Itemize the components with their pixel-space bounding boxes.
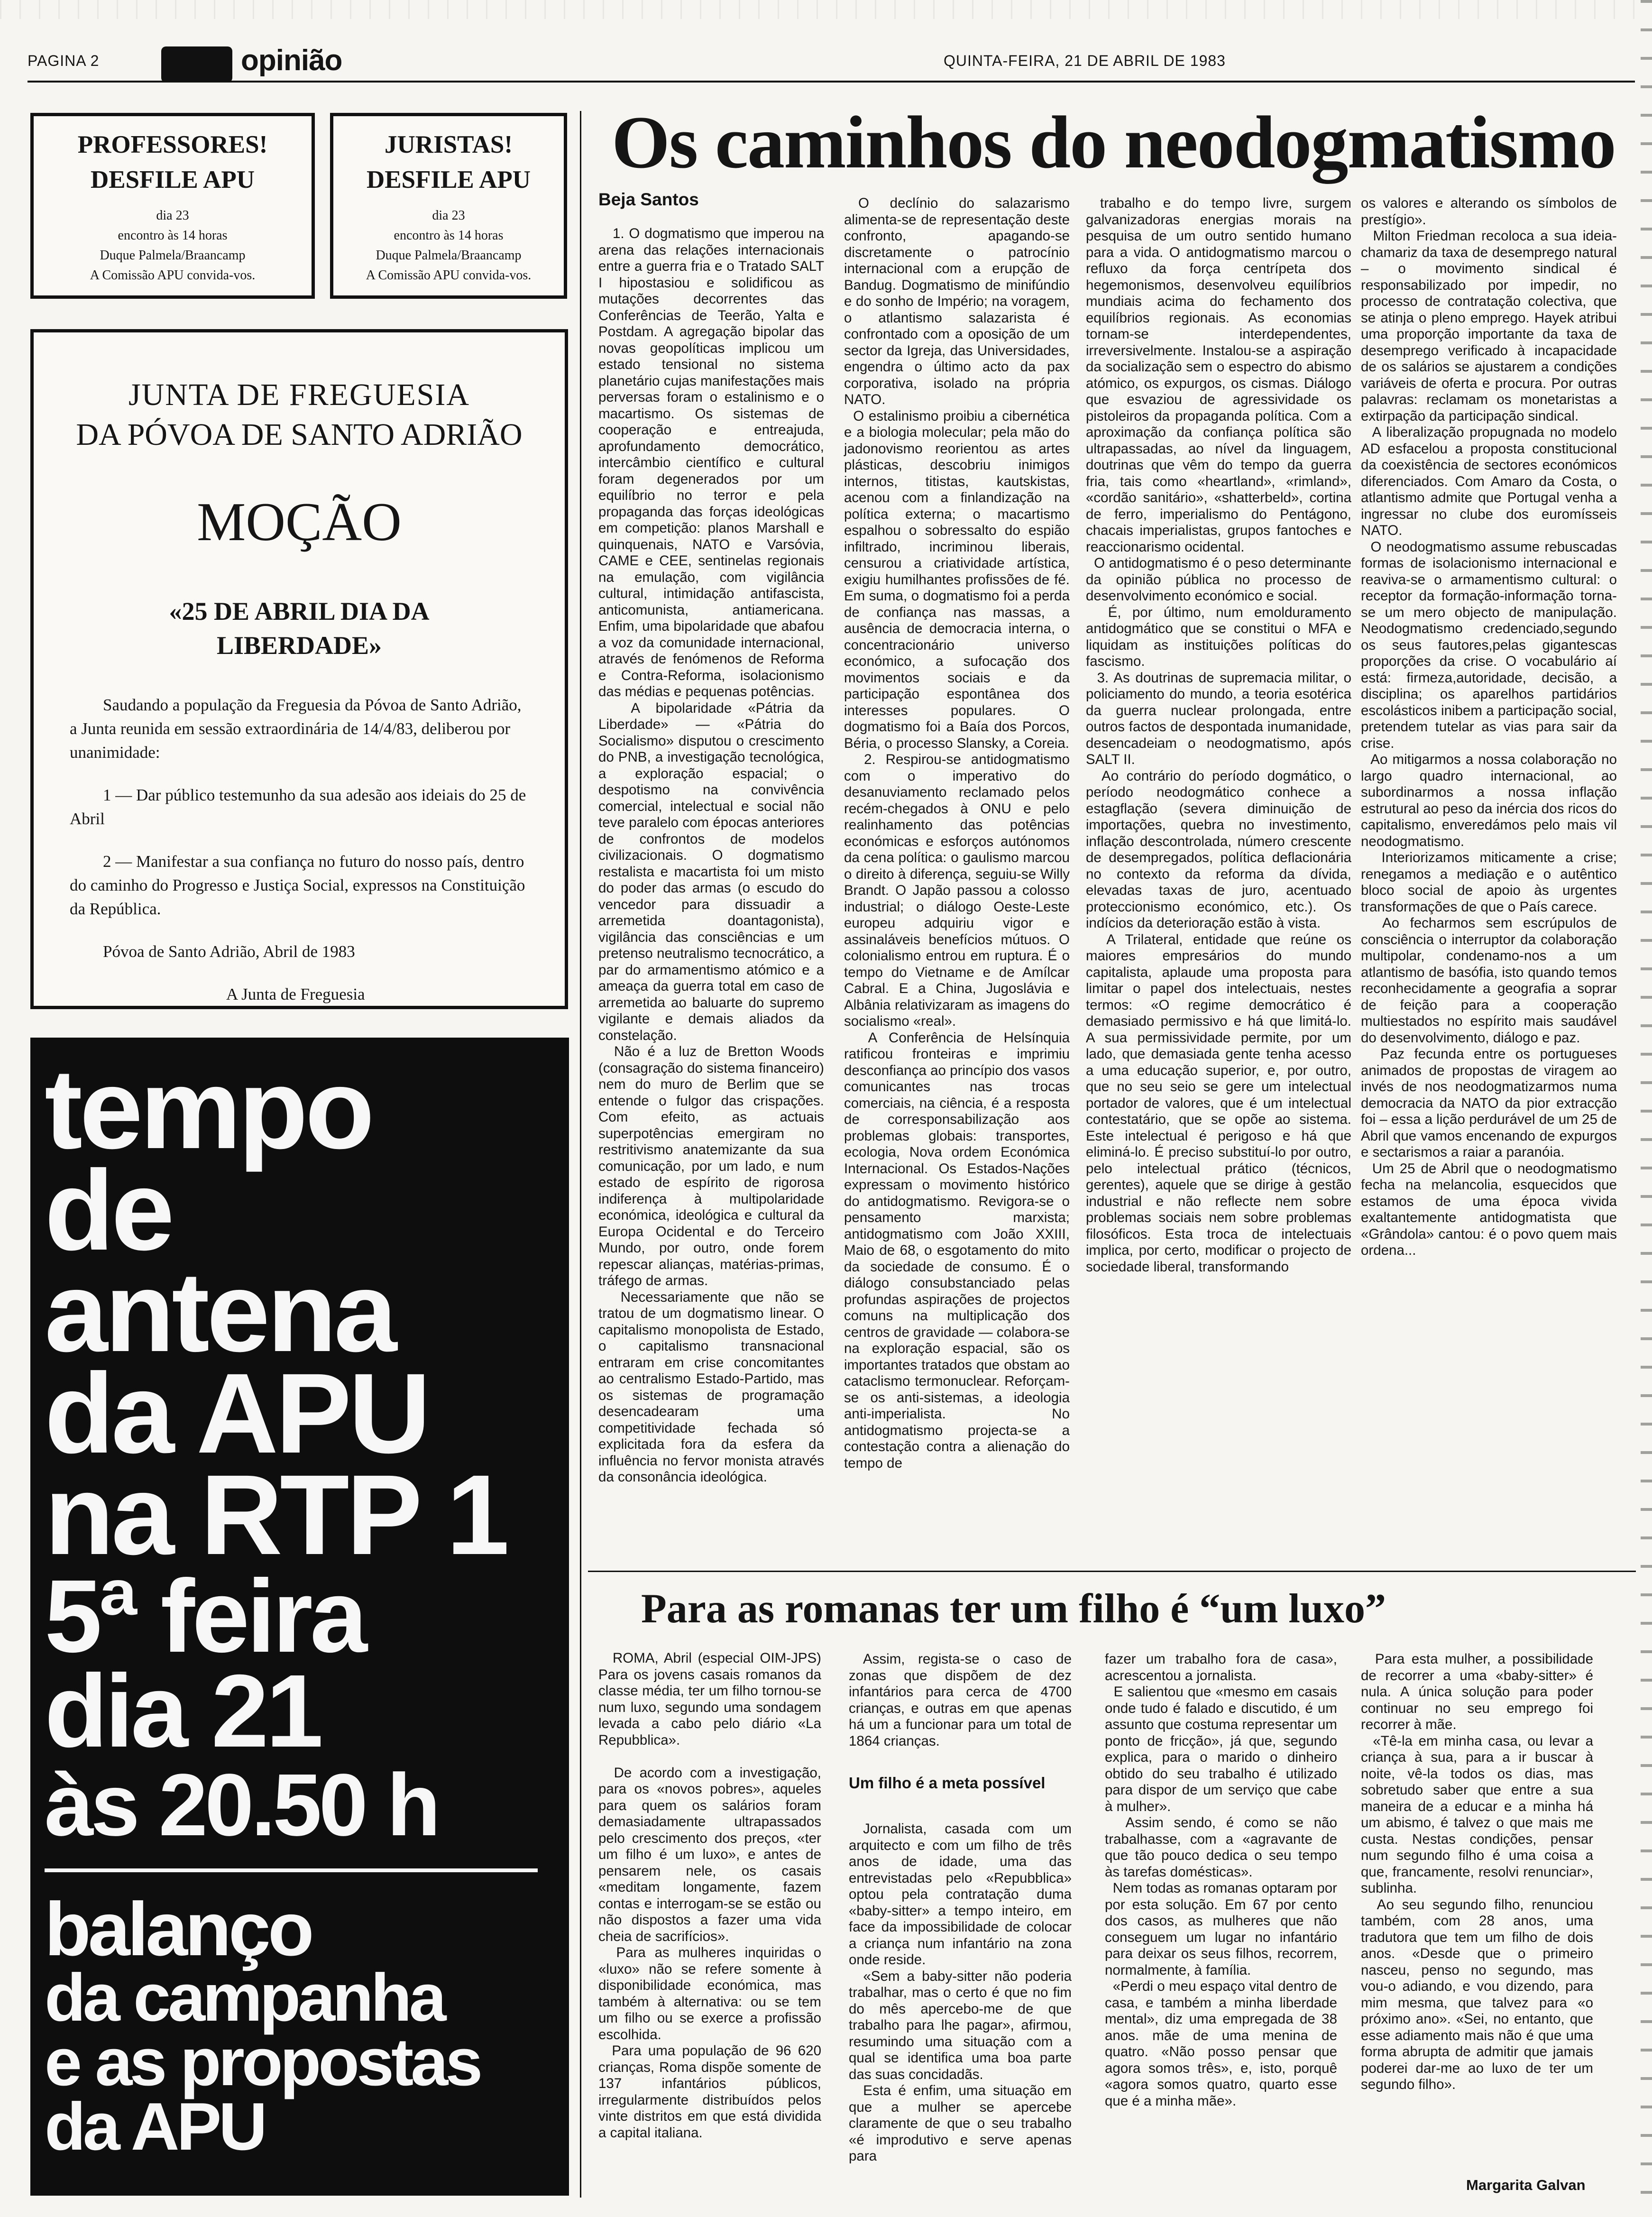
- mocao-org: DA PÓVOA DE SANTO ADRIÃO: [76, 417, 523, 452]
- section-label: opinião: [241, 44, 342, 77]
- ad-line: dia 23: [156, 208, 189, 223]
- header-rule: [28, 81, 1635, 83]
- ad-text: da campanha: [45, 1960, 444, 2035]
- mocao-title: MOÇÃO: [197, 492, 402, 552]
- article-separator: [588, 1571, 1636, 1572]
- apu-tv-ad: [30, 1038, 569, 2196]
- mocao-paragraph: 2 — Manifestar a sua confiança no futuro do nosso país, dentro do caminho do Progresso e Justiça Social, expressos na Constituição da República.: [70, 852, 525, 918]
- mocao-notice: [30, 329, 568, 1009]
- ad-text: de: [45, 1147, 172, 1274]
- article-column: os valores e alterando os símbolos de prestígio». Milton Friedman recoloca a sua ideia-chamariz da taxa de desemprego natural – o movimento sindical é responsabilizado por impedir, no processo de contratação colectiva, que se atinja o pleno emprego. Hayek atribui uma proporção importante da taxa de desemprego verificado à incapacidade de os salários se ajustarem a condições variáveis de oferta e procura. Por outras palavras: reclamam os monetaristas a extirpação da participação sindical. A liberalização propugnada no modelo AD esfacelou a proposta constitucional da coexistência de sectores económicos diferenciados. Com Amaro da Costa, o atlantismo admite que Portugal venha a ingressar no clube dos euromísseis NATO. O neodogmatismo assume rebuscadas formas de isolacionismo internacional e reaviva-se o armamentismo cultural: o receptor da formação-informação torna-se um mero objecto de manipulação. Neodogmatismo credenciado,segundo os seus fautores,pelas gigantescas proporções da crise. O vocabulário aí está: firmeza,autoridade, decisão, a disciplina; os aparelhos partidários escolásticos inibem a participação social, pretendem tutelar as vias para sair da crise. Ao mitigarmos a nossa colaboração no largo quadro internacional, ao subordinarmos a nossa inflação estrutural ao peso da inércia dos ricos do capitalismo, enveredámos pelo mais vil neodogmatismo. Interiorizamos miticamente a crise; renegamos a mediação e o autêntico bloco social de apoio às urgentes transformações de que o País carece. Ao fecharmos sem escrúpulos de consciência o interruptor da colaboração multipolar, condenamo-nos a um atlantismo de basófia, isto quando temos reconhecidamente a geografia a soprar de feição para a cooperação multiestados no espírito mais saudável do desenvolvimento, diálogo e paz. Paz fecunda entre os portugueses animados de propostas de viragem ao invés de nos neodogmatizarmos numa democracia da NATO da pior extracção foi – essa a lição perdurável de um 25 de Abril que vamos encenando de expurgos e sectarismos a raiar a paranóia. Um 25 de Abril que o neodogmatismo fecha na melancolia, esquecidos que estamos de uma época vivida exaltantemente antidogmatista que «Grândola» cantou: é o povo quem mais ordena...: [1361, 195, 1617, 1258]
- ad-text: às 20.50 h: [45, 1756, 438, 1854]
- mocao-org: JUNTA DE FREGUESIA: [128, 377, 470, 412]
- ad-line: encontro às 14 horas: [118, 228, 228, 243]
- page-number: PAGINA 2: [28, 52, 100, 69]
- ad-line: dia 23: [432, 208, 465, 223]
- article-column: 1. O dogmatismo que imperou na arena das relações internacionais entre a guerra fria e o Tratado SALT I hipostasiou e solidificou as mutações decorrentes das Conferências de Teerão, Yalta e Postdam. A agregação bipolar das novas geopolíticas implicou um estado tensional no sistema planetário cujas manifestações mais perversas foram o estalinismo e o macartismo. Os sistemas de cooperação e entreajuda, aprofundamento democrático, intercâmbio científico e cultural foram degenerados por um equilíbrio no terror e pela propaganda das forças ideológicas em competição: planos Marshall e quinquenais, NATO e Varsóvia, CAME e CEE, sentinelas regionais na emulação, com vigilância cultural, intimidação antifascista, anticomunista, antiamericana. Enfim, uma bipolaridade que abafou a voz da comunidade internacional, através de fenómenos de Reforma e Contra-Reforma, isolacionismo das médias e pequenas potências. A bipolaridade «Pátria da Liberdade» — «Pátria do Socialismo» disputou o crescimento do PNB, a investigação tecnológica, a exploração espacial; o despotismo na convivência comercial, intelectual e social não teve paralelo com épocas anteriores de confrontos de modelos civilizacionais. O dogmatismo restalista e macartista foi um misto do poder das armas (o escudo do vencedor para dissuadir a arremetida doantagonista), vigilância das consciências e um pretenso neutralismo tecnocrático, a par do armamentismo atómico e a ameaça da guerra total em caso de arremetida ao baluarte do supremo vigilante e demais aliados da constelação. Não é a luz de Bretton Woods (consagração do sistema financeiro) nem do muro de Berlim que se entende o fulgor das crispações. Com efeito, as actuais superpotências emergiram no restritivismo anatemizante da sua comunicação, por um lado, e num estado de espírito de rigorosa indiferença à multipolaridade económica, ideológica e cultural da Europa Ocidental e do Terceiro Mundo, por outro, onde forem repescar alianças, matérias-primas, tráfego de armas. Necessariamente que não se tratou de um dogmatismo linear. O capitalismo monopolista de Estado, o capitalismo transnacional entraram em crise concomitantes ao centralismo Estado-Partido, mas os sistemas de programação desencadearam uma competitividade fechada só explicitada fora da esfera da influência no fervor monista através da consonância ideológica.: [598, 226, 824, 1485]
- ad-line: Duque Palmela/Braancamp: [100, 248, 246, 263]
- header-date: QUINTA-FEIRA, 21 DE ABRIL DE 1983: [944, 52, 1226, 69]
- mocao-paragraph: Póvoa de Santo Adrião, Abril de 1983: [103, 942, 355, 961]
- mocao-signature: A Junta de Freguesia: [226, 985, 365, 1003]
- ad-text: 5ª feira: [45, 1559, 365, 1674]
- article-headline: Os caminhos do neodogmatismo: [612, 101, 1615, 184]
- ad-text: e as propostas: [45, 2024, 480, 2100]
- ad-text: dia 21: [45, 1654, 321, 1769]
- ad-text: tempo: [45, 1045, 372, 1172]
- mocao-quote: LIBERDADE»: [216, 631, 382, 660]
- article-column: fazer um trabalho fora de casa», acrescentou a jornalista. E salientou que «mesmo em casais onde tudo é falado e discutido, é um assunto que costuma representar um ponto de fricção», já que, segundo explica, para o marido o dinheiro obtido do seu trabalho é utilizado para dispor de um serviço que cabe à mulher». Assim sendo, é como se não trabalhasse, com a «agravante de que tão pouco dedica o seu tempo às tarefas domésticas». Nem todas as romanas optaram por por esta solução. Em 67 por cento dos casos, as mulheres que não conseguem um lugar no infantário para deixar os seus filhos, recorrem, normalmente, à família. «Perdi o meu espaço vital dentro de casa, e também a minha liberdade mental», diz uma empregada de 38 anos. mãe de uma menina de quatro. «Não posso pensar que agora somos três», e, isto, porquê «agora somos quatro, quarto esse que é a minha mãe».: [1105, 1651, 1337, 2109]
- article-column: ROMA, Abril (especial OIM-JPS) Para os jovens casais romanos da classe média, ter um filho tornou-se num luxo, segundo uma sondagem levada a cabo pelo diário «La Repubblica». De acordo com a investigação, para os «novos pobres», aqueles para quem os salários foram demasiadamente ultrapassados pelo crescimento dos preços, «ter um filho é um luxo», e antes de pensarem nele, os casais «meditam longamente, fazem contas e interrogam-se se estão ou não dispostos a fazer uma vida cheia de sacrifícios». Para as mulheres inquiridas o «luxo» não se refere somente à disponibilidade económica, mas também à alternativa: ou se tem um filho ou se exerce a profissão escolhida. Para uma população de 96 620 crianças, Roma dispõe somente de 137 infantários públicos, irregularmente distribuídos pelos vinte distritos em que está dividida a capital italiana.: [598, 1650, 821, 2141]
- article-column: Assim, regista-se o caso de zonas que dispõem de dez infantários para cerca de 4700 crianças, e outras em que apenas há um a funcionar para um total de 1864 crianças.: [849, 1651, 1076, 1749]
- article-column: Para esta mulher, a possibilidade de recorrer a uma «baby-sitter» é nula. A única solução para poder continuar no seu emprego foi recorrer à mãe. «Tê-la em minha casa, ou levar a criança à sua, para a ir buscar à noite, vê-la todos os dias, mas sobretudo saber que entre a sua maneira de a educar e a minha há um abismo, é talvez o que mais me custa. Nestas condições, pensar num segundo filho é uma coisa a que, francamente, resolvi renunciar», sublinha. Ao seu segundo filho, renunciou também, com 28 anos, uma tradutora que tem um filho de dois anos. «Desde que o primeiro nasceu, penso no segundo, mas vou-o adiando, e vou dizendo, para mim mesma, que talvez para «o próximo ano». «Sei, no entanto, que esse adiamento mais não é que uma forma abrupta de admitir que jamais poderei dar-me ao luxo de ter um segundo filho».: [1361, 1651, 1593, 2092]
- scan-edge: [1641, 0, 1652, 2217]
- ad-title: DESFILE APU: [366, 166, 531, 193]
- ad-juristas: [330, 113, 567, 299]
- article-byline: Margarita Galvan: [1466, 2177, 1586, 2193]
- article-column: trabalho e do tempo livre, surgem galvanizadoras energias morais na pesquisa de um outro sentido humano para a vida. O antidogmatismo marcou o refluxo da força centrípeta dos hegemonismos, desenvolveu equilíbrios mundiais acima do fechamento dos equilíbrios regionais. As economias tornam-se interdependentes, irreversivelmente. Instalou-se a aspiração da socialização sem o espectro do abismo atómico, os expurgos, os cismas. Diálogo que esvaziou de agressividade os pistoleiros da propaganda política. Com a aproximação da confiança política são ultrapassadas, ao nível da linguagem, doutrinas que vêm do tempo da guerra fria, tais como «heartland», «rimland», «cordão sanitário», «shatterbeld», cortina de ferro, imperialismo do Pentágono, chacais imperialistas, grupos fantoches e reaccionarismo ocidental. O antidogmatismo é o peso determinante da opinião pública no processo de desenvolvimento económico e social. É, por último, num emolduramento antidogmático que se constitui o MFA e liquidam as instituições políticas do fascismo. 3. As doutrinas de supremacia militar, o policiamento do mundo, a teoria esotérica da guerra nuclear prolongada, entre outros factos de despontada inumanidade, desencadeiam o neodogmatismo, após SALT II. Ao contrário do período dogmático, o período neodogmático conhece a estagflação (severa diminuição de importações, quebra no investimento, inflação descontrolada, número crescente de desempregados, política deflacionária no contexto da reforma da dívida, elevadas taxas de juro, acentuado proteccionismo económico, etc.). Os indícios da deterioração estão à vista. A Trilateral, entidade que reúne os maiores empresários do mundo capitalista, aplaude uma proposta para limitar o papel dos intelectuais, nestes termos: «O regime democrático é demasiado permissivo e há que limitá-lo. A sua permissividade permite, por um lado, que demasiada gente tenha acesso a uma educação superior, e, por outro, que no seu seio se gere um intelectual portador de valores, que é um intelectual contestatário, que se opõe ao sistema. Este intelectual é perigoso e há que eliminá-lo. É preciso substituí-lo por outro, pelo intelectual prático (técnicos, gerentes), aquele que se dirige à gestão industrial e não reflecte nem sobre problemas sociais nem sobre problemas filosóficos. Esta troca de intelectuais implica, por certo, modificar o projecto de sociedade liberal, transformando: [1086, 195, 1351, 1275]
- mocao-paragraph: 1 — Dar público testemunho da sua adesão aos ideiais do 25 de Abril: [70, 786, 526, 828]
- article-byline: Beja Santos: [598, 190, 699, 209]
- ad-title: PROFESSORES!: [77, 131, 268, 158]
- ad-divider: [45, 1868, 538, 1872]
- article-subhead: Um filho é a meta possível: [849, 1774, 1046, 1792]
- ad-text: balanço: [45, 1886, 312, 1971]
- column-divider: [580, 111, 581, 2198]
- ad-text: da APU: [45, 2089, 265, 2164]
- ad-title: DESFILE APU: [90, 166, 255, 193]
- ad-line: Duque Palmela/Braancamp: [376, 248, 522, 263]
- mocao-quote: «25 DE ABRIL DIA DA: [169, 597, 430, 626]
- publication-logo: [161, 46, 232, 83]
- top-speckle: [0, 0, 1652, 19]
- ad-text: na RTP 1: [45, 1451, 507, 1578]
- article-column: O declínio do salazarismo alimenta-se de representação deste confronto, apagando-se discretamente o patrocínio internacional com a erupção de Bandug. Dogmatismo de minifúndio e do sonho de Império; na voragem, o atlantismo salazarista é confrontado com a oposição de um sector da Igreja, das Universidades, engendra o último acto da pax corporativa, isolado na própria NATO. O estalinismo proibiu a cibernética e a biologia molecular; pela mão do jadonovismo reorientou as artes plásticas, descobriu inimigos internos, titistas, kautskistas, acenou com a finlandização na política externa; o macartismo espalhou o sobressalto do espião infiltrado, incriminou liberais, censurou a criatividade artística, exigiu humilhantes profissões de fé. Em suma, o dogmatismo foi a perda de confiança nas massas, a ausência de democracia interna, o concentracionário universo económico, a sufocação dos movimentos sociais e da participação espontânea dos interesses populares. O dogmatismo foi a Baía dos Porcos, Béria, o processo Slansky, a Coreia. 2. Respirou-se antidogmatismo com o imperativo do desanuviamento reclamado pelos recém-chegados à ONU e pelo realinhamento das potências económicas e esforços autónomos da cena política: o gaulismo marcou o direito à diferença, seguiu-se Willy Brandt. O Japão passou a colosso industrial; o diálogo Oeste-Leste europeu adquiriu vigor e assinaláveis benefícios mútuos. O colonialismo entrou em ruptura. É o tempo do Vietname e de Amílcar Cabral. E a China, Jugoslávia e Albânia relativizaram as imagens do socialismo «real». A Conferência de Helsínquia ratificou fronteiras e imprimiu desconfiança ao princípio dos vasos comunicantes nas trocas comerciais, na ciência, é a resposta de corresponsabilização aos problemas globais: transportes, ecologia, Nova ordem Económica Internacional. Os Estados-Nações expressam o movimento histórico do antidogmatismo. Revigora-se o pensamento marxista; antidogmatismo com João XXIII, Maio de 68, o esgotamento do mito da sociedade de consumo. É o diálogo consubstanciado pelas profundas aspirações de projectos comuns na multiplicação dos centros de gravidade — colabora-se na exploração espacial, são os importantes tratados que obstam ao cataclismo termonuclear. Reforçam-se os anti-sistemas, a ideologia anti-imperialista. No antidogmatismo projecta-se a contestação contra a alienação do tempo de: [844, 195, 1070, 1471]
- article-headline: Para as romanas ter um filho é “um luxo”: [641, 1586, 1386, 1632]
- mocao-paragraph: Saudando a população da Freguesia da Póvoa de Santo Adrião, a Junta reunida em sessão extraordinária de 14/4/83, deliberou por unanimidade:: [70, 696, 522, 762]
- ad-line: encontro às 14 horas: [394, 228, 504, 243]
- ad-professores: [30, 113, 315, 299]
- ad-text: da APU: [45, 1350, 428, 1477]
- ad-line: A Comissão APU convida-vos.: [90, 268, 256, 283]
- ad-title: JURISTAS!: [385, 131, 513, 158]
- ad-text: antena: [45, 1248, 395, 1375]
- ad-line: A Comissão APU convida-vos.: [366, 268, 532, 283]
- article-column: Jornalista, casada com um arquitecto e com um filho de três anos de idade, uma das entrevistadas pelo «Repubblica» optou pela contratação duma «baby-sitter» a tempo inteiro, em face da impossibilidade de colocar a criança num infantário na zona onde reside. «Sem a baby-sitter não poderia trabalhar, mas o certo é que no fim do mês apercebo-me de que trabalho para lhe pagar», afirmou, resumindo uma situação com a qual se identifica uma boa parte das suas concidadãs. Esta é enfim, uma situação em que a mulher se apercebe claramente de que o seu trabalho «é improdutivo e serve apenas para: [849, 1821, 1072, 2164]
